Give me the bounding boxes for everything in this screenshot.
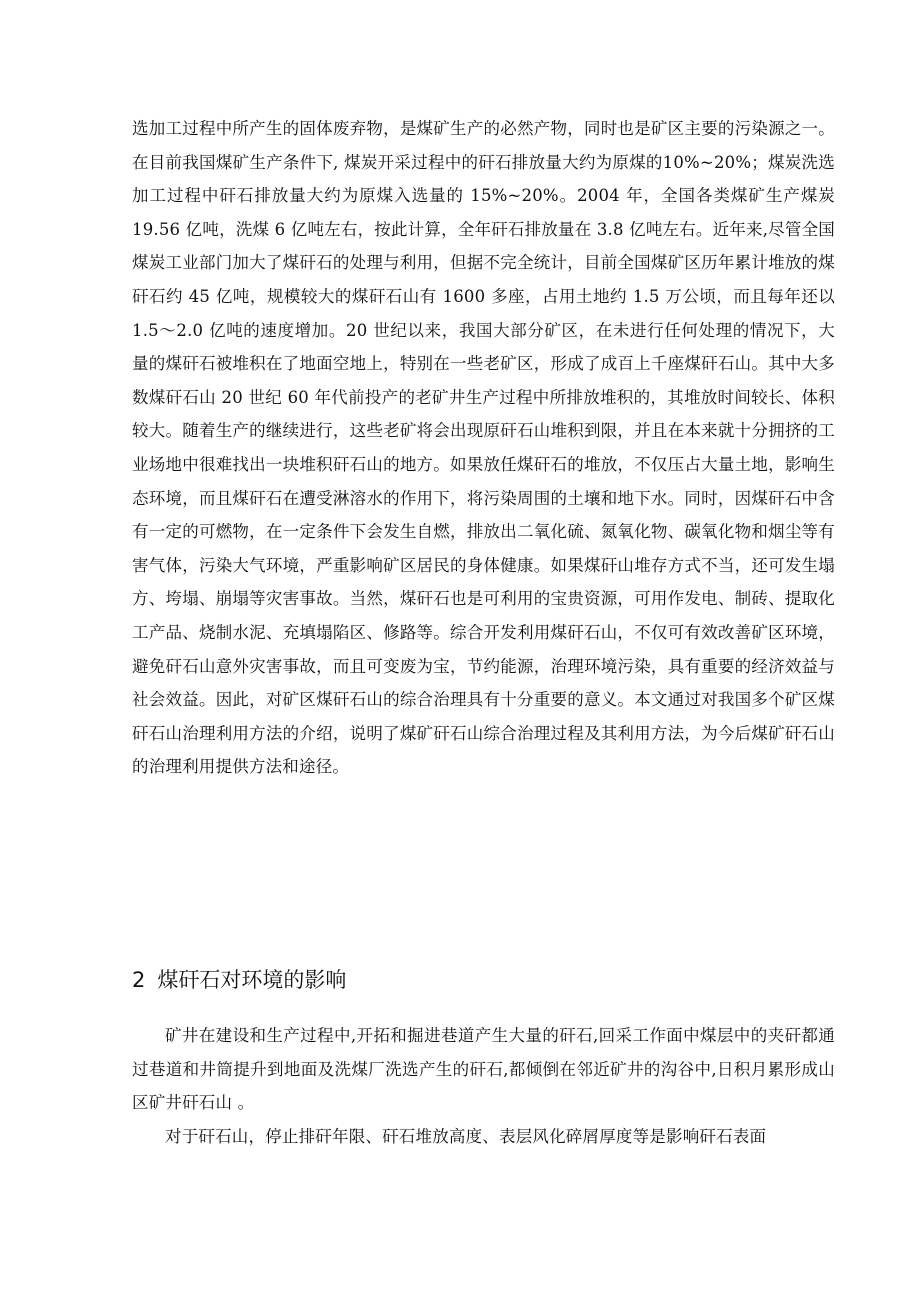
section-heading-2 bbox=[132, 960, 346, 1000]
body-paragraph-2: 矿井在建设和生产过程中,开拓和掘进巷道产生大量的矸石,回采工作面中煤层中的夹矸都通过巷道和井筒提升到地面及洗煤厂洗选产生的矸石,都倾倒在邻近矿井的沟谷中,日积月累形成山区矿井矸石山 。 bbox=[132, 1026, 835, 1113]
section-number: 2 bbox=[132, 968, 146, 992]
body-paragraph-1: 选加工过程中所产生的固体废弃物，是煤矿生产的必然产物，同时也是矿区主要的污染源之一。在目前我国煤矿生产条件下, 煤炭开采过程中的矸石排放量大约为原煤的10%~20%；煤炭洗选加工过程中矸石排放量大约为原煤入选量的 15%~20%。2004 年，全国各类煤矿生产煤炭 19.56 亿吨，洗煤 6 亿吨左右，按此计算，全年矸石排放量在 3.8 亿吨左右。近年来,尽管全国煤炭工业部门加大了煤矸石的处理与利用，但据不完全统计，目前全国煤矿区历年累计堆放的煤矸石约 45 亿吨，规模较大的煤矸石山有 1600 多座，占用土地约 1.5 万公顷，而且每年还以 1.5～2.0 亿吨的速度增加。20 世纪以来，我国大部分矿区，在未进行任何处理的情况下，大量的煤矸石被堆积在了地面空地上，特别在一些老矿区，形成了成百上千座煤矸石山。其中大多数煤矸石山 20 世纪 60 年代前投产的老矿井生产过程中所排放堆积的，其堆放时间较长、体积较大。随着生产的继续进行，这些老矿将会出现原矸石山堆积到限，并且在本来就十分拥挤的工业场地中很难找出一块堆积矸石山的地方。如果放任煤矸石的堆放，不仅压占大量土地，影响生态环境，而且煤矸石在遭受淋溶水的作用下，将污染周围的土壤和地下水。同时，因煤矸石中含有一定的可燃物，在一定条件下会发生自燃，排放出二氧化硫、氮氧化物、碳氧化物和烟尘等有害气体，污染大气环境，严重影响矿区居民的身体健康。如果煤矸山堆存方式不当，还可发生塌方、垮塌、崩塌等灾害事故。当然，煤矸石也是可利用的宝贵资源，可用作发电、制砖、提取化工产品、烧制水泥、充填塌陷区、修路等。综合开发利用煤矸石山，不仅可有效改善矿区环境，避免矸石山意外灾害事故，而且可变废为宝，节约能源，治理环境污染，具有重要的经济效益与社会效益。因此，对矿区煤矸石山的综合治理具有十分重要的意义。本文通过对我国多个矿区煤矸石山治理利用方法的介绍，说明了煤矿矸石山综合治理过程及其利用方法，为今后煤矿矸石山的治理利用提供方法和途径。 bbox=[132, 119, 835, 777]
section-title: 煤矸石对环境的影响 bbox=[157, 968, 347, 992]
body-paragraph-3: 对于矸石山，停止排矸年限、矸石堆放高度、表层风化碎屑厚度等是影响矸石表面 bbox=[165, 1127, 767, 1146]
